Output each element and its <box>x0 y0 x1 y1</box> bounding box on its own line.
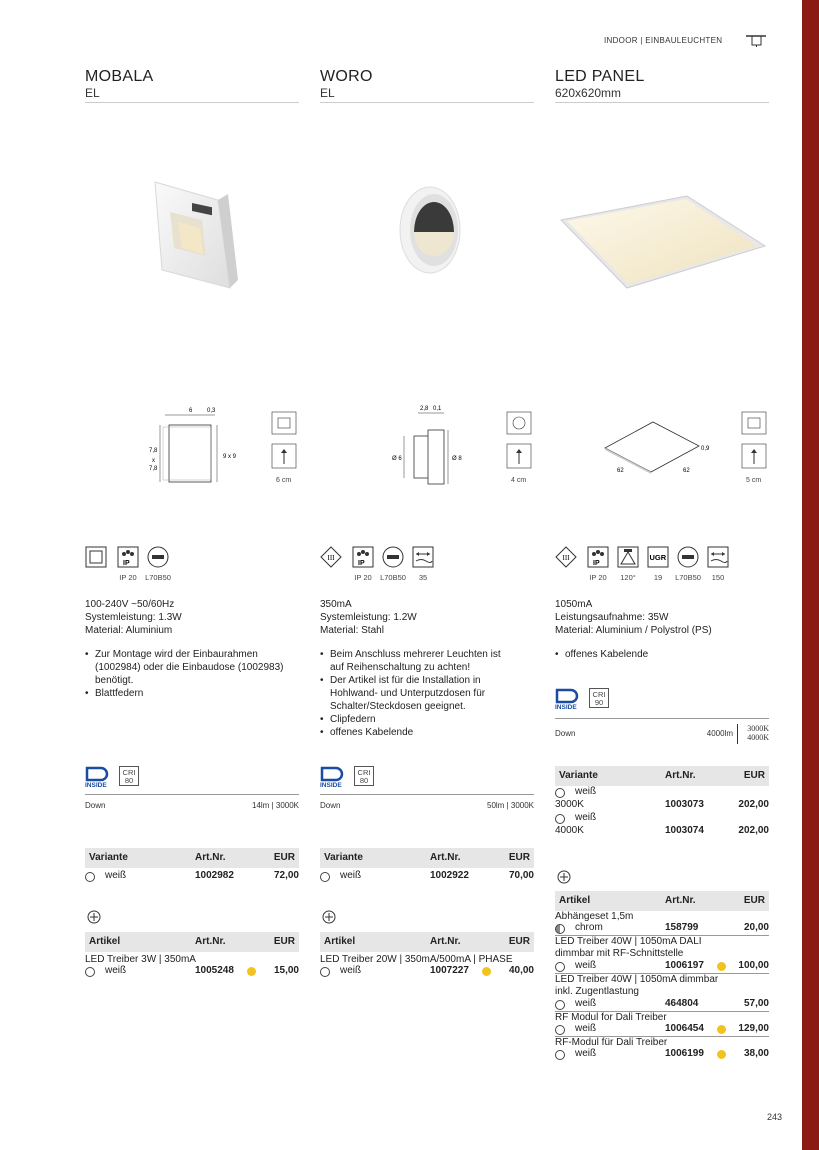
color-swatch-icon <box>555 814 565 824</box>
icon-label: 120° <box>620 573 636 582</box>
spec-line: Material: Stahl <box>320 625 384 636</box>
lifetime-icon <box>147 546 169 568</box>
cable-length-icon <box>707 546 729 568</box>
product-photo <box>140 170 250 300</box>
led-inside-logo <box>320 766 346 793</box>
driver-included-icon <box>482 967 491 976</box>
color-swatch-icon <box>555 962 565 972</box>
dim-label: 6 <box>189 408 193 414</box>
table-row[interactable]: weiß 1006197 100,00 <box>555 960 769 974</box>
feature-item: • Clipfedern <box>320 713 510 726</box>
svg-text:INSIDE: INSIDE <box>85 782 107 788</box>
accessory-table: Artikel Art.Nr. EUR LED Treiber 20W | 350mA/500mA | PHASE weiß 1007227 40,00 <box>320 932 534 978</box>
cri-badge: CRI 80 <box>119 766 139 786</box>
accessory-table: Artikel Art.Nr. EUR LED Treiber 3W | 350mA weiß 1005248 15,00 <box>85 932 299 978</box>
direction-label: Down <box>320 801 341 810</box>
ip-rating-icon <box>587 546 609 568</box>
cutout-depth: 5 cm <box>746 477 762 484</box>
lumen-value: 50lm | 3000K <box>487 801 534 810</box>
color-swatch-icon <box>555 1025 565 1035</box>
spec-line: Material: Aluminium <box>85 625 173 636</box>
svg-text:UGR: UGR <box>649 553 667 562</box>
spec-line: Systemleistung: 1.3W <box>85 612 182 623</box>
svg-text:x: x <box>152 458 155 464</box>
color-swatch-icon <box>555 1050 565 1060</box>
svg-text:IP: IP <box>593 560 600 567</box>
product-photo <box>557 190 769 290</box>
plus-circle-icon <box>87 910 101 924</box>
tech-specs <box>555 598 712 637</box>
cri-badge: CRI 90 <box>589 688 609 708</box>
svg-text:III: III <box>327 554 335 562</box>
color-swatch-icon <box>320 967 330 977</box>
driver-included-icon <box>717 962 726 971</box>
table-row[interactable]: weiß 1002922 70,00 <box>320 870 534 883</box>
product-mobala <box>85 0 299 1150</box>
accessory-title: RF Modul for Dali Treiber <box>555 1012 667 1023</box>
square-shape-icon <box>85 546 107 568</box>
lumen-value: 4000lm <box>706 729 733 738</box>
product-subtitle: EL <box>320 86 335 100</box>
table-row[interactable]: weiß 464804 57,00 <box>555 998 769 1012</box>
spec-line: 100-240V ~50/60Hz <box>85 599 175 610</box>
cct-value: 4000K <box>747 733 769 742</box>
tech-specs <box>320 598 417 637</box>
svg-text:IP: IP <box>123 560 130 567</box>
table-row[interactable]: chrom 158799 20,00 <box>555 922 769 936</box>
table-row[interactable]: 3000K 1003073 202,00 <box>555 799 769 810</box>
icon-label: 150 <box>711 573 725 582</box>
lifetime-icon <box>382 546 404 568</box>
light-output-row <box>555 724 769 746</box>
ip-rating-icon <box>117 546 139 568</box>
icon-label: L70B50 <box>675 573 701 582</box>
feature-item: • offenes Kabelende <box>555 648 769 661</box>
svg-text:7,8: 7,8 <box>149 466 158 472</box>
page-edge-bar <box>802 0 819 1150</box>
color-swatch-icon <box>85 967 95 977</box>
icon-label: IP 20 <box>589 573 607 582</box>
spec-line: Material: Aluminium / Polystrol (PS) <box>555 625 712 636</box>
driver-included-icon <box>717 1025 726 1034</box>
cct-value: 3000K <box>747 724 769 733</box>
category-header: INDOOR | EINBAULEUCHTEN <box>604 36 723 45</box>
svg-text:9 x 9: 9 x 9 <box>223 454 237 460</box>
product-photo <box>392 180 472 280</box>
color-swatch-icon <box>555 788 565 798</box>
table-row[interactable]: weiß <box>555 812 769 825</box>
table-row[interactable]: weiß 1002982 72,00 <box>85 870 299 883</box>
class-three-icon <box>555 546 577 568</box>
icon-label: L70B50 <box>380 573 406 582</box>
lifetime-icon <box>677 546 699 568</box>
beam-angle-icon <box>617 546 639 568</box>
color-swatch-icon <box>555 924 565 934</box>
table-row[interactable]: 4000K 1003074 202,00 <box>555 825 769 836</box>
product-name: MOBALA <box>85 68 154 85</box>
driver-included-icon <box>247 967 256 976</box>
feature-item: • offenes Kabelende <box>320 726 510 739</box>
spec-line: Leistungsaufnahme: 35W <box>555 612 669 623</box>
accessory-title: LED Treiber 40W | 1050mA DALI dimmbar mit RF-Schnittstelle <box>555 936 702 959</box>
svg-text:Ø 8: Ø 8 <box>452 456 462 462</box>
product-name: WORO <box>320 68 373 85</box>
cutout-depth: 4 cm <box>511 477 527 484</box>
table-row[interactable]: weiß 1006454 129,00 <box>555 1023 769 1037</box>
product-name: LED PANEL <box>555 68 645 85</box>
svg-text:7,8: 7,8 <box>149 448 158 454</box>
product-led-panel <box>555 0 769 1150</box>
svg-text:III: III <box>562 554 570 562</box>
accessory-title: LED Treiber 20W | 350mA/500mA | PHASE <box>320 954 513 965</box>
feature-list <box>85 648 299 700</box>
svg-text:62: 62 <box>683 468 690 474</box>
table-row[interactable]: weiß 1005248 15,00 <box>85 965 299 978</box>
spec-line: 1050mA <box>555 599 593 610</box>
svg-text:Ø 6: Ø 6 <box>392 456 402 462</box>
cri-badge: CRI 80 <box>354 766 374 786</box>
svg-text:62: 62 <box>617 468 624 474</box>
spec-line: Systemleistung: 1.2W <box>320 612 417 623</box>
accessory-title: LED Treiber 40W | 1050mA dimmbar inkl. Zugentlastung <box>555 974 719 997</box>
variant-table: Variante Art.Nr. EUR weiß 1002922 70,00 <box>320 848 534 883</box>
dim-label: 0,3 <box>207 408 216 414</box>
spec-line: 350mA <box>320 599 352 610</box>
table-row[interactable]: weiß 1006199 38,00 <box>555 1048 769 1061</box>
dimension-drawing <box>320 400 534 490</box>
feature-item: • Blattfedern <box>85 687 299 700</box>
cutout-depth: 6 cm <box>276 477 292 484</box>
lumen-value: 14lm | 3000K <box>252 801 299 810</box>
product-subtitle: 620x620mm <box>555 86 622 100</box>
svg-text:0,9: 0,9 <box>701 446 710 452</box>
led-inside-logo <box>555 688 581 715</box>
accessory-title: LED Treiber 3W | 350mA <box>85 954 196 965</box>
feature-item: • Zur Montage wird der Einbaurahmen (1002984) oder die Einbaudose (1002983) benötigt. <box>85 648 299 687</box>
product-woro <box>320 0 534 1150</box>
feature-item: • Der Artikel ist für die Installation in Hohlwand- und Unterputzdosen für Schalter/Steckdosen geeignet. <box>320 674 510 713</box>
light-output-row <box>85 801 299 810</box>
color-swatch-icon <box>320 872 330 882</box>
tech-specs <box>85 598 182 637</box>
icon-label: L70B50 <box>145 573 171 582</box>
class-three-icon <box>320 546 342 568</box>
color-swatch-icon <box>555 1000 565 1010</box>
plus-circle-icon <box>557 870 571 884</box>
page-number: 243 <box>767 1112 783 1122</box>
dimension-drawing <box>85 400 299 490</box>
accessory-title: Abhängeset 1,5m <box>555 911 634 922</box>
led-inside-logo <box>85 766 111 793</box>
icon-label: 19 <box>653 573 663 582</box>
product-subtitle: EL <box>85 86 100 100</box>
direction-label: Down <box>85 801 106 810</box>
ip-rating-icon <box>352 546 374 568</box>
feature-item: • Beim Anschluss mehrerer Leuchten ist auf Reihenschaltung zu achten! <box>320 648 510 674</box>
table-row[interactable]: weiß <box>555 786 769 799</box>
svg-text:IP: IP <box>358 560 365 567</box>
cable-length-icon <box>412 546 434 568</box>
driver-included-icon <box>717 1050 726 1059</box>
svg-text:INSIDE: INSIDE <box>555 704 577 710</box>
svg-text:2,8: 2,8 <box>420 406 429 412</box>
dimension-drawing <box>555 400 769 490</box>
svg-text:INSIDE: INSIDE <box>320 782 342 788</box>
variant-table: Variante Art.Nr. EUR weiß 1002982 72,00 <box>85 848 299 883</box>
light-output-row <box>320 801 534 810</box>
svg-text:0,1: 0,1 <box>433 406 442 412</box>
ugr-icon <box>647 546 669 568</box>
feature-list <box>320 648 510 739</box>
accessory-title: RF-Modul für Dali Treiber <box>555 1037 668 1048</box>
color-swatch-icon <box>85 872 95 882</box>
plus-circle-icon <box>322 910 336 924</box>
icon-label: IP 20 <box>119 573 137 582</box>
variant-table: Variante Art.Nr. EUR weiß 3000K 1003073 202,00 weiß 4000K 1003074 202,00 <box>555 766 769 838</box>
accessory-table: Artikel Art.Nr. EUR Abhängeset 1,5m chrom 158799 20,00 LED Treiber 40W | 1050mA DALI dimmbar mit RF-Schnittstelle weiß 1006197 100,00 LED Treiber 40W | 1050mA dimmbar inkl. Zugentlastung weiß 464804 57,00 RF Modul for Dali Treiber weiß 1006454 129,00 RF-Modul für Dali Treiber weiß 1006199 38,00 <box>555 891 769 1061</box>
table-row[interactable]: weiß 1007227 40,00 <box>320 965 534 978</box>
direction-label: Down <box>555 729 576 738</box>
icon-label: IP 20 <box>354 573 372 582</box>
feature-list <box>555 648 769 661</box>
icon-label: 35 <box>418 573 428 582</box>
